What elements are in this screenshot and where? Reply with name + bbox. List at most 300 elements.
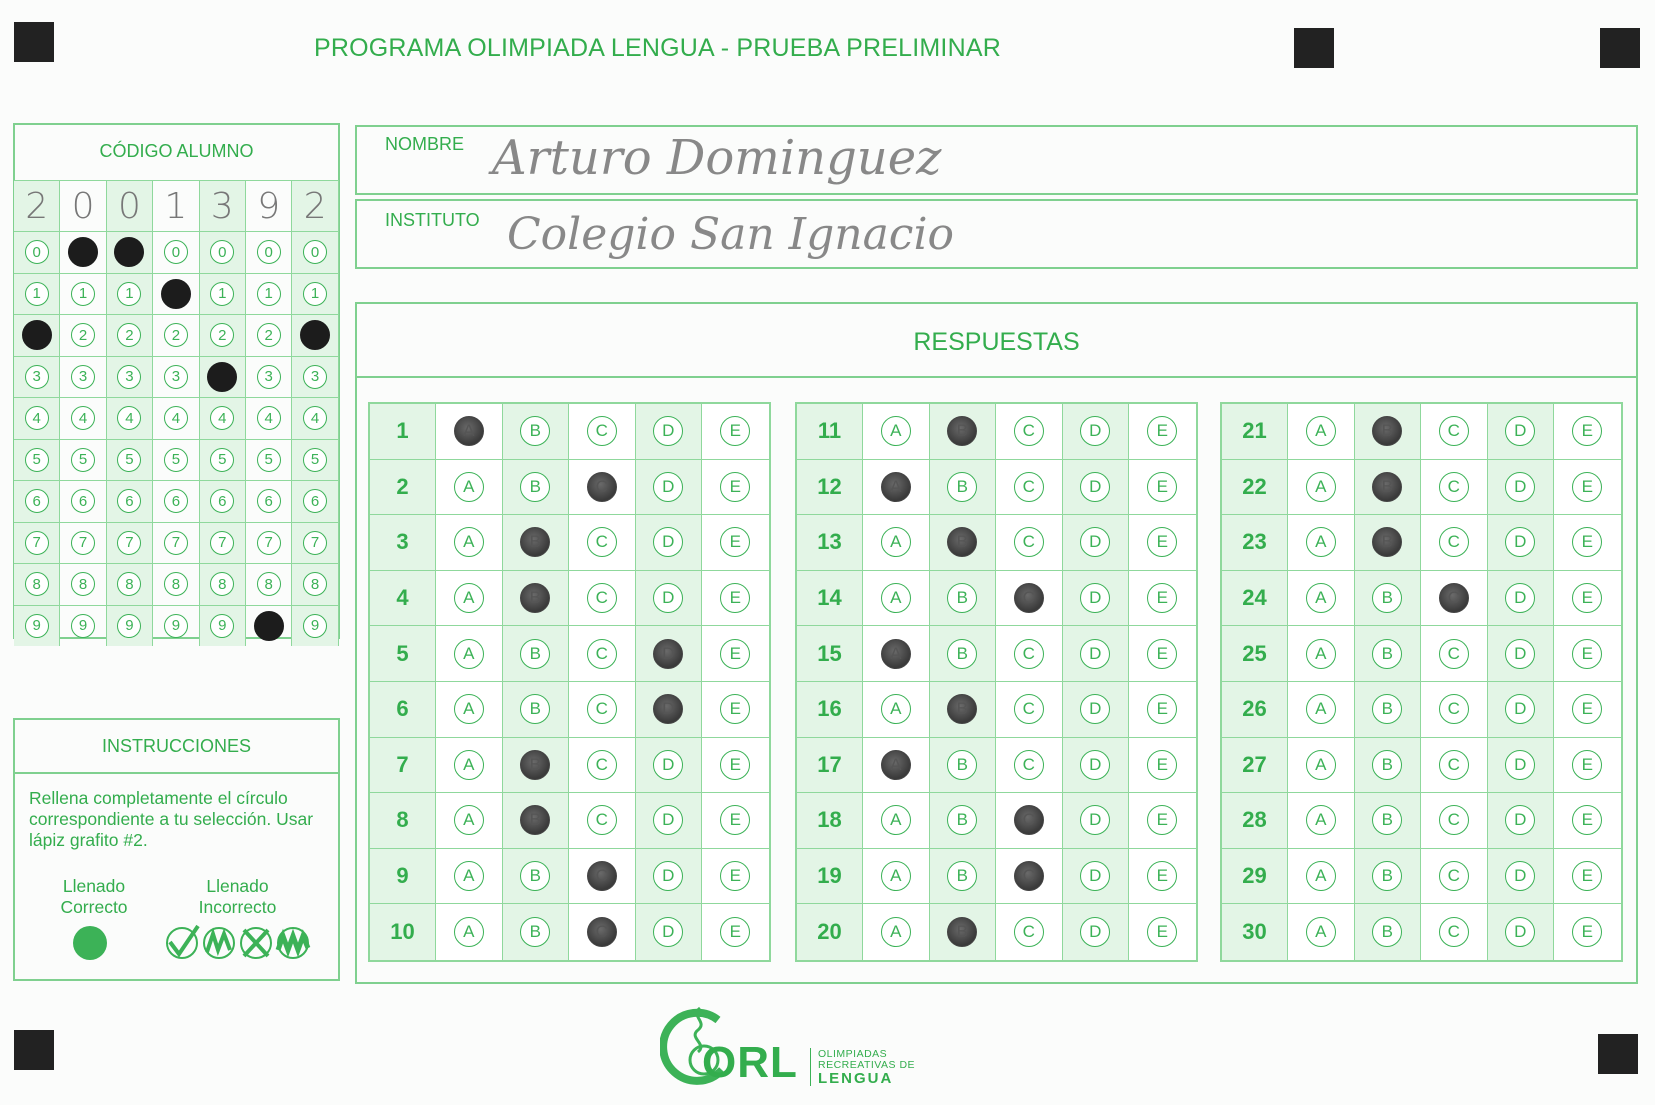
code-bubble[interactable]: 3 (303, 365, 327, 389)
answer-bubble[interactable]: E (1572, 472, 1602, 502)
answer-bubble-filled[interactable]: C (1014, 805, 1044, 835)
code-bubble[interactable]: 5 (117, 448, 141, 472)
answer-bubble[interactable]: A (1306, 583, 1336, 613)
answer-bubble-filled[interactable]: C (587, 472, 617, 502)
answer-option-cell (1421, 738, 1488, 793)
answer-table-1 (368, 402, 771, 962)
code-bubble[interactable]: 3 (257, 365, 281, 389)
code-bubble[interactable]: 9 (71, 614, 95, 638)
code-bubble[interactable]: 6 (25, 489, 49, 513)
code-bubble[interactable]: 8 (25, 572, 49, 596)
answer-bubble[interactable]: E (1147, 472, 1177, 502)
answer-bubble[interactable]: C (587, 639, 617, 669)
answer-bubble[interactable]: A (454, 750, 484, 780)
code-bubble[interactable]: 6 (257, 489, 281, 513)
answer-bubble[interactable]: D (1080, 917, 1110, 947)
handwritten-digit-cell[interactable] (200, 181, 246, 231)
answer-bubble-filled[interactable]: A (454, 416, 484, 446)
code-cell (107, 481, 153, 522)
answer-option-cell (1488, 793, 1555, 848)
answer-bubble-filled[interactable]: B (520, 805, 550, 835)
answer-bubble[interactable]: C (587, 527, 617, 557)
answer-bubble-filled[interactable]: C (1014, 861, 1044, 891)
answer-bubble[interactable]: B (947, 639, 977, 669)
answer-option-cell (1355, 460, 1422, 515)
answer-bubble[interactable]: E (720, 861, 750, 891)
answer-bubble[interactable]: A (1306, 917, 1336, 947)
code-bubble[interactable]: 5 (303, 448, 327, 472)
answer-bubble[interactable]: B (1372, 805, 1402, 835)
answer-bubble[interactable]: E (1147, 750, 1177, 780)
answer-bubble[interactable]: C (1439, 750, 1469, 780)
answer-bubble[interactable]: A (881, 583, 911, 613)
answer-bubble[interactable]: A (454, 917, 484, 947)
answer-option-cell (503, 515, 570, 570)
answer-bubble[interactable]: C (1014, 694, 1044, 724)
answer-bubble[interactable]: E (1572, 639, 1602, 669)
answer-option-cell (1288, 682, 1355, 737)
answer-bubble[interactable]: E (1147, 639, 1177, 669)
answer-bubble[interactable]: B (947, 805, 977, 835)
code-bubble[interactable]: 0 (303, 240, 327, 264)
code-bubble[interactable]: 5 (164, 448, 188, 472)
code-bubble-filled[interactable] (161, 279, 191, 309)
answer-bubble[interactable]: E (720, 694, 750, 724)
code-cell (153, 481, 199, 522)
answer-bubble[interactable]: E (720, 416, 750, 446)
code-bubble[interactable]: 2 (210, 323, 234, 347)
code-cell (153, 274, 199, 315)
answer-bubble[interactable]: D (653, 861, 683, 891)
answer-bubble[interactable]: B (1372, 917, 1402, 947)
answer-bubble[interactable]: B (1372, 694, 1402, 724)
answer-bubble[interactable]: C (1014, 917, 1044, 947)
answer-bubble[interactable]: A (1306, 416, 1336, 446)
code-bubble[interactable]: 0 (25, 240, 49, 264)
code-bubble-filled[interactable] (68, 237, 98, 267)
answer-option-cell (1129, 738, 1196, 793)
answer-bubble[interactable]: A (454, 861, 484, 891)
answer-bubble-filled[interactable]: C (587, 917, 617, 947)
answer-bubble[interactable]: D (1505, 639, 1535, 669)
answer-bubble[interactable]: D (653, 527, 683, 557)
handwritten-digit-cell[interactable] (60, 181, 106, 231)
answer-bubble[interactable]: E (1147, 694, 1177, 724)
answer-bubble[interactable]: B (947, 472, 977, 502)
respuestas-header: RESPUESTAS (913, 328, 1080, 356)
answer-bubble[interactable]: D (1505, 527, 1535, 557)
code-bubble-filled[interactable] (22, 320, 52, 350)
answer-bubble[interactable]: B (520, 694, 550, 724)
answer-bubble-filled[interactable]: C (587, 861, 617, 891)
code-bubble[interactable]: 1 (71, 282, 95, 306)
code-bubble[interactable]: 2 (164, 323, 188, 347)
answer-bubble[interactable]: D (653, 583, 683, 613)
answer-bubble[interactable]: C (1439, 527, 1469, 557)
answer-option-cell (1421, 904, 1488, 960)
answer-bubble[interactable]: D (1080, 861, 1110, 891)
code-cell (246, 606, 292, 647)
answer-option-cell (702, 849, 769, 904)
answer-bubble-filled[interactable]: C (1439, 583, 1469, 613)
answer-bubble-filled[interactable]: A (881, 639, 911, 669)
code-bubble[interactable]: 1 (257, 282, 281, 306)
answer-bubble[interactable]: A (1306, 472, 1336, 502)
answer-bubble[interactable]: D (1505, 416, 1535, 446)
answer-bubble-filled[interactable]: B (1372, 527, 1402, 557)
answer-bubble-filled[interactable]: C (1014, 583, 1044, 613)
answer-bubble[interactable]: D (1080, 583, 1110, 613)
answer-bubble-filled[interactable]: B (520, 750, 550, 780)
handwritten-digit: 9 (257, 185, 281, 227)
answer-bubble[interactable]: C (1439, 861, 1469, 891)
answer-bubble[interactable]: D (653, 917, 683, 947)
answer-bubble[interactable]: C (1014, 639, 1044, 669)
answer-bubble[interactable]: D (1080, 694, 1110, 724)
code-digit-row (14, 273, 339, 315)
code-bubble[interactable]: 9 (164, 614, 188, 638)
answer-bubble[interactable]: D (1080, 472, 1110, 502)
answer-bubble[interactable]: E (1147, 861, 1177, 891)
answer-bubble[interactable]: A (881, 805, 911, 835)
answer-bubble[interactable]: D (653, 472, 683, 502)
answer-bubble[interactable]: D (1080, 805, 1110, 835)
code-bubble[interactable]: 0 (164, 240, 188, 264)
question-number: 5 (370, 626, 436, 681)
code-bubble[interactable]: 6 (117, 489, 141, 513)
code-bubble[interactable]: 7 (210, 531, 234, 555)
answer-bubble[interactable]: E (1572, 583, 1602, 613)
answer-bubble[interactable]: E (720, 472, 750, 502)
code-cell (200, 523, 246, 564)
code-bubble[interactable]: 4 (303, 406, 327, 430)
answer-bubble[interactable]: C (1439, 472, 1469, 502)
answer-option-cell (1288, 849, 1355, 904)
code-bubble[interactable]: 7 (25, 531, 49, 555)
code-bubble[interactable]: 3 (164, 365, 188, 389)
code-bubble[interactable]: 9 (25, 614, 49, 638)
code-bubble[interactable]: 4 (210, 406, 234, 430)
answer-option-cell (1488, 849, 1555, 904)
answer-row (797, 515, 1196, 571)
code-bubble[interactable]: 6 (164, 489, 188, 513)
code-cell (292, 440, 338, 481)
code-bubble[interactable]: 5 (25, 448, 49, 472)
answer-bubble[interactable]: A (454, 472, 484, 502)
answer-bubble[interactable]: B (520, 917, 550, 947)
answer-bubble[interactable]: B (1372, 583, 1402, 613)
nombre-label: NOMBRE (385, 134, 465, 154)
code-bubble[interactable]: 5 (71, 448, 95, 472)
answer-bubble[interactable]: A (881, 416, 911, 446)
answer-bubble[interactable]: E (720, 750, 750, 780)
code-cell (60, 357, 106, 398)
answer-row (1222, 460, 1621, 516)
answer-bubble[interactable]: D (653, 416, 683, 446)
answer-bubble[interactable]: A (454, 805, 484, 835)
answer-bubble[interactable]: A (1306, 639, 1336, 669)
answer-bubble[interactable]: E (1572, 416, 1602, 446)
logo-line2: RECREATIVAS DE (818, 1059, 916, 1071)
code-cell (200, 315, 246, 356)
answer-bubble[interactable]: A (1306, 527, 1336, 557)
answer-bubble[interactable]: E (720, 639, 750, 669)
question-number: 20 (797, 904, 863, 960)
code-cell (107, 274, 153, 315)
code-bubble[interactable]: 6 (71, 489, 95, 513)
code-bubble[interactable]: 2 (257, 323, 281, 347)
answer-bubble[interactable]: C (587, 694, 617, 724)
code-cell (60, 481, 106, 522)
answer-bubble[interactable]: A (1306, 861, 1336, 891)
code-bubble[interactable]: 8 (257, 572, 281, 596)
code-bubble[interactable]: 7 (117, 531, 141, 555)
answer-bubble[interactable]: C (1439, 917, 1469, 947)
code-digit-row (14, 231, 339, 273)
instructions-divider (15, 772, 338, 774)
answer-option-cell (1488, 404, 1555, 459)
answer-bubble[interactable]: E (1572, 805, 1602, 835)
answer-bubble[interactable]: A (881, 917, 911, 947)
answer-row (370, 682, 769, 738)
answer-bubble[interactable]: B (1372, 750, 1402, 780)
answer-bubble[interactable]: E (1147, 583, 1177, 613)
answer-option-cell (1421, 571, 1488, 626)
code-bubble-filled[interactable] (114, 237, 144, 267)
answer-bubble[interactable]: B (1372, 861, 1402, 891)
instituto-value[interactable]: Colegio San Ignacio (507, 209, 955, 260)
answer-bubble[interactable]: A (454, 527, 484, 557)
answer-bubble[interactable]: A (1306, 750, 1336, 780)
code-bubble[interactable]: 8 (210, 572, 234, 596)
code-bubble[interactable]: 4 (71, 406, 95, 430)
answer-bubble[interactable]: D (1080, 750, 1110, 780)
answer-option-cell (1355, 904, 1422, 960)
answer-bubble[interactable]: B (1372, 639, 1402, 669)
code-digit-row (14, 605, 339, 647)
answer-option-cell (863, 793, 930, 848)
answer-bubble[interactable]: C (587, 583, 617, 613)
answer-bubble[interactable]: E (1147, 917, 1177, 947)
handwritten-digit-cell[interactable] (153, 181, 199, 231)
answer-bubble[interactable]: D (1080, 416, 1110, 446)
answer-bubble[interactable]: D (653, 750, 683, 780)
answer-bubble[interactable]: D (1505, 583, 1535, 613)
answer-bubble[interactable]: A (881, 694, 911, 724)
answer-bubble-filled[interactable]: B (1372, 416, 1402, 446)
answer-option-cell (636, 682, 703, 737)
code-cell (14, 232, 60, 273)
answer-row (1222, 515, 1621, 571)
question-number: 13 (797, 515, 863, 570)
answer-bubble[interactable]: C (1439, 639, 1469, 669)
answer-bubble[interactable]: A (1306, 805, 1336, 835)
answer-bubble[interactable]: C (1014, 527, 1044, 557)
answer-row (370, 515, 769, 571)
answer-bubble[interactable]: D (653, 805, 683, 835)
answer-bubble[interactable]: C (587, 416, 617, 446)
code-bubble[interactable]: 0 (257, 240, 281, 264)
answer-bubble[interactable]: B (947, 583, 977, 613)
answer-bubble[interactable]: E (1572, 694, 1602, 724)
question-number: 7 (370, 738, 436, 793)
handwritten-digit: 2 (25, 185, 49, 227)
nombre-value[interactable]: Arturo Dominguez (492, 130, 942, 186)
answer-bubble-filled[interactable]: B (520, 583, 550, 613)
answer-bubble[interactable]: D (1505, 861, 1535, 891)
question-number: 19 (797, 849, 863, 904)
answer-bubble[interactable]: E (1147, 527, 1177, 557)
answer-option-cell (1421, 460, 1488, 515)
code-bubble[interactable]: 6 (303, 489, 327, 513)
code-bubble[interactable]: 7 (164, 531, 188, 555)
question-number: 12 (797, 460, 863, 515)
answer-bubble[interactable]: E (720, 583, 750, 613)
answer-bubble[interactable]: C (1439, 416, 1469, 446)
code-bubble[interactable]: 4 (117, 406, 141, 430)
answer-bubble[interactable]: E (1147, 805, 1177, 835)
handwritten-digit: 0 (118, 185, 141, 227)
answer-bubble-filled[interactable]: B (947, 527, 977, 557)
code-bubble[interactable]: 4 (164, 406, 188, 430)
code-cell (200, 274, 246, 315)
answer-bubble-filled[interactable]: B (1372, 472, 1402, 502)
answer-bubble[interactable]: A (454, 583, 484, 613)
code-bubble[interactable]: 5 (210, 448, 234, 472)
code-bubble[interactable]: 6 (210, 489, 234, 513)
code-bubble[interactable]: 8 (303, 572, 327, 596)
question-number: 9 (370, 849, 436, 904)
answer-bubble[interactable]: C (1439, 694, 1469, 724)
answer-option-cell (996, 571, 1063, 626)
answer-bubble[interactable]: A (454, 639, 484, 669)
code-bubble[interactable]: 4 (25, 406, 49, 430)
code-bubble[interactable]: 3 (25, 365, 49, 389)
answer-bubble-filled[interactable]: D (653, 639, 683, 669)
code-bubble[interactable]: 7 (71, 531, 95, 555)
answer-bubble-filled[interactable]: B (947, 694, 977, 724)
answer-bubble[interactable]: A (1306, 694, 1336, 724)
answer-bubble[interactable]: C (1014, 750, 1044, 780)
code-bubble[interactable]: 3 (71, 365, 95, 389)
answer-bubble[interactable]: C (587, 750, 617, 780)
answer-bubble[interactable]: E (1572, 527, 1602, 557)
registration-mark-top-right (1600, 28, 1640, 68)
answer-bubble[interactable]: B (520, 861, 550, 891)
answer-option-cell (1488, 682, 1555, 737)
handwritten-digit-cell[interactable] (246, 181, 292, 231)
code-bubble[interactable]: 8 (164, 572, 188, 596)
code-bubble[interactable]: 2 (71, 323, 95, 347)
code-bubble-filled[interactable] (300, 320, 330, 350)
code-bubble-filled[interactable] (254, 611, 284, 641)
answer-option-cell (863, 904, 930, 960)
answer-bubble[interactable]: D (1080, 527, 1110, 557)
answer-bubble[interactable]: B (947, 750, 977, 780)
answer-bubble[interactable]: D (1505, 805, 1535, 835)
answer-row (1222, 849, 1621, 905)
code-cell (246, 523, 292, 564)
answer-bubble[interactable]: D (1505, 750, 1535, 780)
code-bubble[interactable]: 9 (117, 614, 141, 638)
answer-bubble-filled[interactable]: A (881, 472, 911, 502)
answer-bubble[interactable]: B (520, 472, 550, 502)
answer-option-cell (930, 738, 997, 793)
answer-option-cell (1288, 793, 1355, 848)
code-bubble[interactable]: 7 (257, 531, 281, 555)
answer-bubble[interactable]: E (720, 527, 750, 557)
code-bubble[interactable]: 2 (117, 323, 141, 347)
answer-bubble[interactable]: D (1080, 639, 1110, 669)
answer-bubble[interactable]: B (947, 861, 977, 891)
answer-bubble-filled[interactable]: B (520, 527, 550, 557)
question-number: 8 (370, 793, 436, 848)
code-bubble[interactable]: 8 (117, 572, 141, 596)
code-cell (14, 606, 60, 647)
answer-bubble[interactable]: D (1505, 694, 1535, 724)
code-bubble[interactable]: 1 (117, 282, 141, 306)
code-bubble[interactable]: 5 (257, 448, 281, 472)
answer-bubble[interactable]: E (720, 917, 750, 947)
handwritten-digit-cell[interactable] (107, 181, 153, 231)
answer-bubble[interactable]: E (1572, 750, 1602, 780)
answer-option-cell (503, 904, 570, 960)
answer-bubble[interactable]: B (520, 639, 550, 669)
code-bubble[interactable]: 0 (210, 240, 234, 264)
answer-bubble[interactable]: C (1014, 472, 1044, 502)
code-bubble[interactable]: 1 (210, 282, 234, 306)
handwritten-digit-cell[interactable] (292, 181, 338, 231)
answer-bubble[interactable]: C (587, 805, 617, 835)
answer-option-cell (996, 404, 1063, 459)
code-bubble[interactable]: 3 (117, 365, 141, 389)
answer-bubble[interactable]: C (1014, 416, 1044, 446)
answer-bubble[interactable]: A (881, 861, 911, 891)
answer-bubble[interactable]: A (881, 527, 911, 557)
answer-bubble[interactable]: E (720, 805, 750, 835)
code-cell (107, 232, 153, 273)
code-bubble[interactable]: 1 (303, 282, 327, 306)
handwritten-digit-cell[interactable] (14, 181, 60, 231)
code-bubble[interactable]: 4 (257, 406, 281, 430)
answer-bubble-filled[interactable]: A (881, 750, 911, 780)
code-digit-row (14, 563, 339, 605)
answer-option-cell (1063, 460, 1130, 515)
answer-bubble[interactable]: A (454, 694, 484, 724)
answer-bubble[interactable]: E (1147, 416, 1177, 446)
code-cell (246, 564, 292, 605)
answer-bubble-filled[interactable]: D (653, 694, 683, 724)
answer-bubble[interactable]: D (1505, 917, 1535, 947)
answer-bubble[interactable]: B (520, 416, 550, 446)
answer-bubble-filled[interactable]: B (947, 917, 977, 947)
answer-bubble-filled[interactable]: B (947, 416, 977, 446)
code-cell (60, 606, 106, 647)
answer-option-cell (1355, 515, 1422, 570)
code-bubble[interactable]: 9 (210, 614, 234, 638)
code-bubble[interactable]: 8 (71, 572, 95, 596)
code-bubble-filled[interactable] (207, 362, 237, 392)
answer-option-cell (1421, 515, 1488, 570)
answer-bubble[interactable]: E (1572, 917, 1602, 947)
code-bubble[interactable]: 7 (303, 531, 327, 555)
code-bubble[interactable]: 9 (303, 614, 327, 638)
answer-bubble[interactable]: E (1572, 861, 1602, 891)
answer-table-3 (1220, 402, 1623, 962)
answer-bubble[interactable]: C (1439, 805, 1469, 835)
answer-bubble[interactable]: D (1505, 472, 1535, 502)
code-bubble[interactable]: 1 (25, 282, 49, 306)
